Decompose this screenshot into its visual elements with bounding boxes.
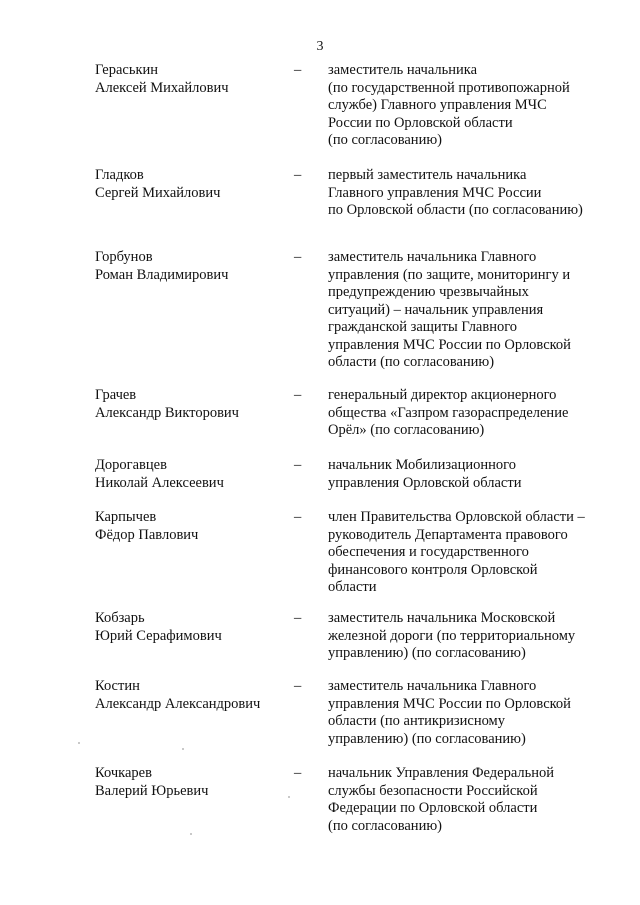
position-line: начальник Мобилизационного — [328, 457, 516, 473]
position-line: Главного управления МЧС России — [328, 184, 542, 201]
person-name — [95, 765, 285, 800]
position-text — [328, 610, 618, 663]
person-name — [95, 62, 285, 97]
position-line: заместитель начальника Главного — [328, 249, 537, 265]
position-line: заместитель начальника — [328, 62, 478, 78]
given-names: Николай Алексеевич — [95, 474, 224, 491]
position-text — [328, 457, 618, 492]
person-name — [95, 457, 285, 492]
position-line: (по согласованию) — [328, 132, 442, 148]
position-line: управления Орловской области — [328, 474, 522, 491]
position-line: управлению) (по согласованию) — [328, 645, 526, 661]
person-name — [95, 678, 285, 713]
person-name — [95, 249, 285, 284]
surname: Дорогавцев — [95, 457, 167, 473]
position-line: обеспечения и государственного — [328, 544, 529, 560]
scan-speck — [190, 833, 192, 835]
given-names: Фёдор Павлович — [95, 526, 199, 543]
position-line: железной дороги (по территориальному — [328, 627, 576, 644]
position-text — [328, 167, 618, 220]
position-line: области (по согласованию) — [328, 354, 495, 370]
surname: Костин — [95, 678, 140, 694]
position-line: финансового контроля Орловской — [328, 561, 538, 578]
position-line: руководитель Департамента правового — [328, 526, 568, 543]
position-line: заместитель начальника Московской — [328, 610, 556, 626]
person-name — [95, 610, 285, 645]
position-text — [328, 765, 618, 835]
dash-separator: – — [294, 509, 302, 525]
position-text — [328, 62, 618, 150]
position-line: предупреждению чрезвычайных — [328, 284, 529, 300]
position-line: ситуаций) – начальник управления — [328, 301, 544, 318]
position-line: Федерации по Орловской области — [328, 800, 538, 816]
dash-separator: – — [294, 678, 302, 694]
dash-separator: – — [294, 387, 302, 403]
surname: Кобзарь — [95, 610, 145, 626]
position-line: гражданской защиты Главного — [328, 319, 518, 335]
position-line: член Правительства Орловской области – — [328, 509, 585, 525]
scan-speck — [288, 796, 290, 798]
person-name — [95, 509, 285, 544]
page-number: 3 — [316, 39, 324, 54]
position-line: службе) Главного управления МЧС — [328, 97, 547, 113]
dash-separator: – — [294, 249, 302, 265]
position-text — [328, 509, 618, 597]
position-line: заместитель начальника Главного — [328, 678, 537, 694]
position-line: службы безопасности Российской — [328, 782, 538, 799]
position-line: управления (по защите, мониторингу и — [328, 266, 571, 283]
position-line: области — [328, 579, 377, 595]
person-name — [95, 167, 285, 202]
position-text — [328, 387, 618, 440]
given-names: Роман Владимирович — [95, 266, 229, 283]
position-line: общества «Газпром газораспределение — [328, 404, 569, 421]
dash-separator: – — [294, 167, 302, 183]
position-line: управлению) (по согласованию) — [328, 730, 526, 747]
surname: Грачев — [95, 387, 137, 403]
dash-separator: – — [294, 610, 302, 626]
surname: Карпычев — [95, 509, 157, 525]
position-text — [328, 678, 618, 748]
surname: Гладков — [95, 167, 144, 183]
given-names: Александр Александрович — [95, 695, 261, 712]
given-names: Юрий Серафимович — [95, 627, 222, 644]
position-line: (по государственной противопожарной — [328, 79, 570, 96]
dash-separator: – — [294, 457, 302, 473]
given-names: Сергей Михайлович — [95, 184, 221, 201]
position-line: генеральный директор акционерного — [328, 387, 557, 403]
position-line: управления МЧС России по Орловской — [328, 695, 571, 712]
position-line: области (по антикризисному — [328, 713, 505, 729]
position-line: первый заместитель начальника — [328, 167, 527, 183]
position-line: управления МЧС России по Орловской — [328, 336, 571, 353]
scan-speck — [78, 742, 80, 744]
position-line: (по согласованию) — [328, 817, 442, 834]
position-line: Орёл» (по согласованию) — [328, 422, 485, 438]
given-names: Валерий Юрьевич — [95, 782, 209, 799]
position-text — [328, 249, 618, 372]
dash-separator: – — [294, 765, 302, 781]
dash-separator: – — [294, 62, 302, 78]
position-line: начальник Управления Федеральной — [328, 765, 555, 781]
person-name — [95, 387, 285, 422]
position-line: России по Орловской области — [328, 114, 513, 131]
given-names: Алексей Михайлович — [95, 79, 229, 96]
scan-speck — [182, 748, 184, 750]
surname: Горбунов — [95, 249, 153, 265]
surname: Гераськин — [95, 62, 159, 78]
position-line: по Орловской области (по согласованию) — [328, 202, 583, 218]
given-names: Александр Викторович — [95, 404, 239, 421]
surname: Кочкарев — [95, 765, 152, 781]
